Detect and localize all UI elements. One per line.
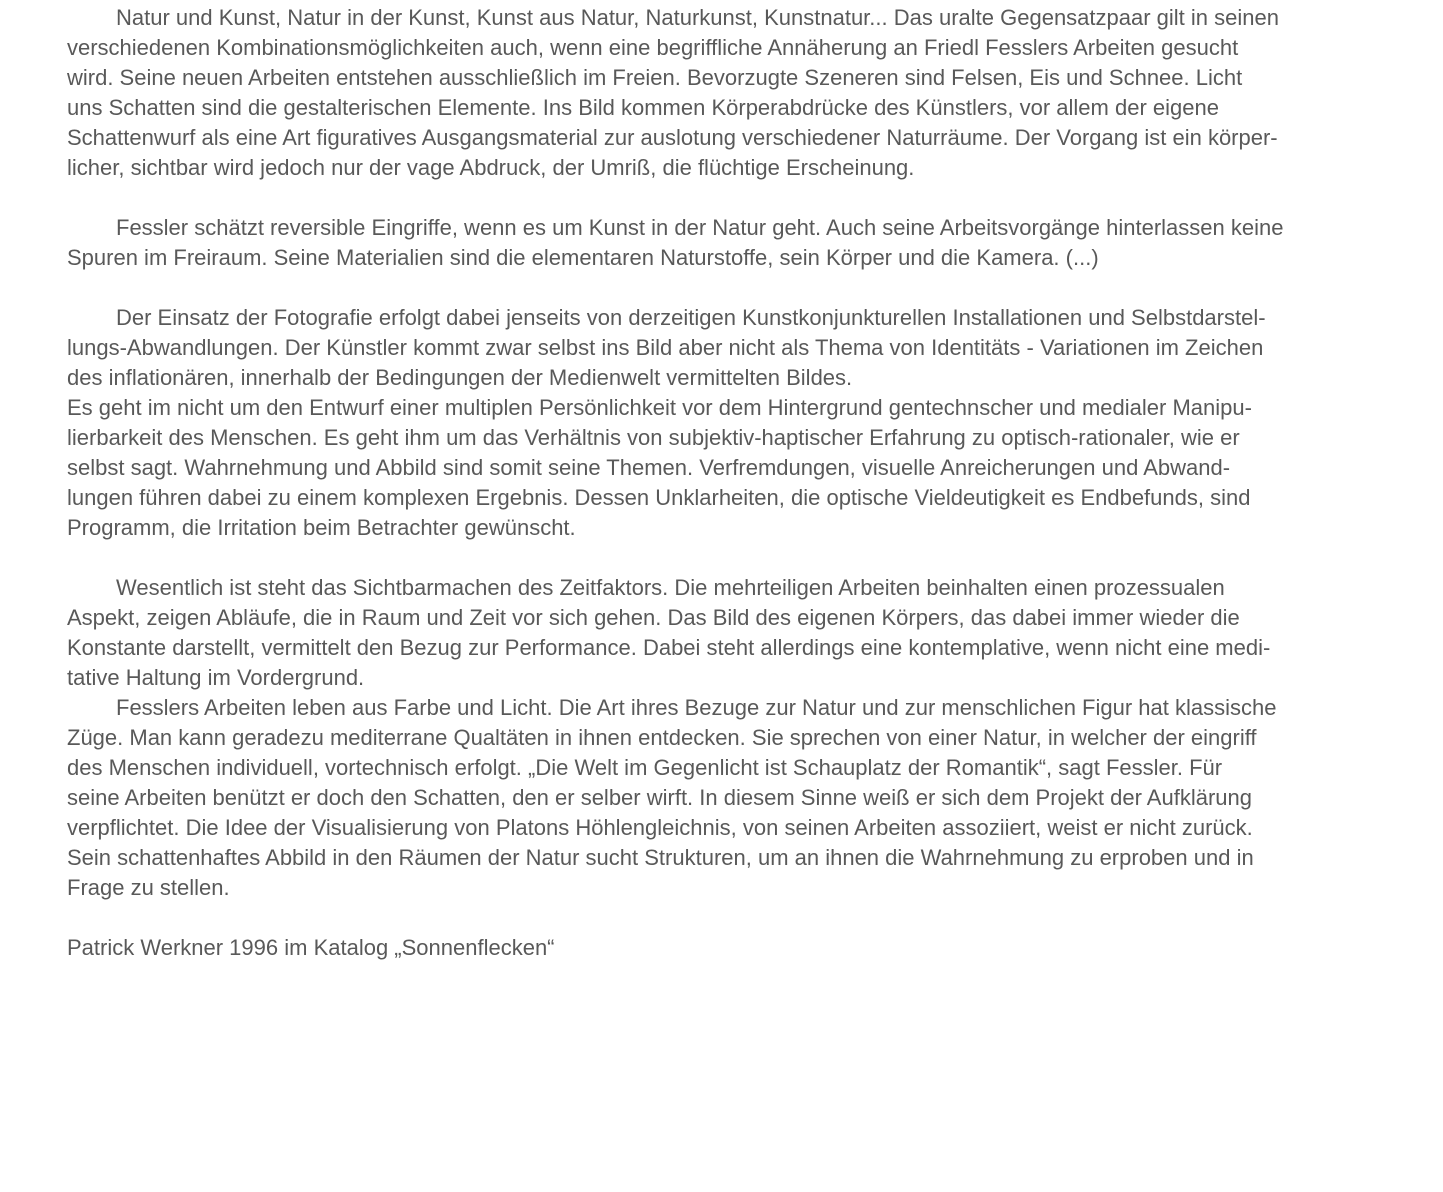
paragraph	[67, 213, 1443, 273]
text-line: Fesslers Arbeiten leben aus Farbe und Licht. Die Art ihres Bezuge zur Natur und zur menschlichen Figur hat klassische	[116, 695, 1277, 720]
text-line: lungen führen dabei zu einem komplexen Ergebnis. Dessen Unklarheiten, die optische Vieldeutigkeit es Endbefunds, sind	[67, 485, 1251, 510]
paragraph-spacer	[67, 183, 1443, 213]
text-line: selbst sagt. Wahrnehmung und Abbild sind somit seine Themen. Verfremdungen, visuelle Anreicherungen und Abwand-	[67, 455, 1231, 480]
text-line: Wesentlich ist steht das Sichtbarmachen des Zeitfaktors. Die mehrteiligen Arbeiten beinhalten einen prozessualen	[116, 575, 1225, 600]
text-line: seine Arbeiten benützt er doch den Schatten, den er selber wirft. In diesem Sinne weiß er sich dem Projekt der Aufklärung	[67, 785, 1252, 810]
paragraph-spacer	[67, 903, 1443, 933]
text-line: Aspekt, zeigen Abläufe, die in Raum und Zeit vor sich gehen. Das Bild des eigenen Körpers, das dabei immer wieder die	[67, 605, 1240, 630]
text-line: Programm, die Irritation beim Betrachter gewünscht.	[67, 515, 576, 540]
text-line: Fessler schätzt reversible Eingriffe, wenn es um Kunst in der Natur geht. Auch seine Arbeitsvorgänge hinterlassen keine	[116, 215, 1284, 240]
document-body	[67, 3, 1443, 963]
text-line: lierbarkeit des Menschen. Es geht ihm um das Verhältnis von subjektiv-haptischer Erfahrung zu optisch-rationaler, wie er	[67, 425, 1240, 450]
text-line: lungs-Abwandlungen. Der Künstler kommt zwar selbst ins Bild aber nicht als Thema von Identitäts - Variationen im Zeichen	[67, 335, 1264, 360]
paragraph	[67, 3, 1443, 183]
text-line: uns Schatten sind die gestalterischen Elemente. Ins Bild kommen Körperabdrücke des Künstlers, vor allem der eigene	[67, 95, 1219, 120]
text-line: Patrick Werkner 1996 im Katalog „Sonnenflecken“	[67, 935, 555, 960]
text-line: verschiedenen Kombinationsmöglichkeiten auch, wenn eine begriffliche Annäherung an Friedl Fesslers Arbeiten gesucht	[67, 35, 1239, 60]
text-line: Sein schattenhaftes Abbild in den Räumen der Natur sucht Strukturen, um an ihnen die Wahrnehmung zu erproben und in	[67, 845, 1254, 870]
text-line: verpflichtet. Die Idee der Visualisierung von Platons Höhlengleichnis, von seinen Arbeiten assoziiert, weist er nicht zurück.	[67, 815, 1253, 840]
paragraph	[67, 573, 1443, 903]
text-line: Züge. Man kann geradezu mediterrane Qualtäten in ihnen entdecken. Sie sprechen von einer Natur, in welcher der eingriff	[67, 725, 1257, 750]
text-line: Der Einsatz der Fotografie erfolgt dabei jenseits von derzeitigen Kunstkonjunkturellen Installationen und Selbstdarstel-	[116, 305, 1266, 330]
text-line: Schattenwurf als eine Art figuratives Ausgangsmaterial zur auslotung verschiedener Naturräume. Der Vorgang ist ein körper-	[67, 125, 1278, 150]
paragraph	[67, 303, 1443, 543]
text-line: Frage zu stellen.	[67, 875, 230, 900]
text-line: tative Haltung im Vordergrund.	[67, 665, 365, 690]
paragraph-spacer	[67, 273, 1443, 303]
text-line: licher, sichtbar wird jedoch nur der vage Abdruck, der Umriß, die flüchtige Erscheinung.	[67, 155, 915, 180]
paragraph-spacer	[67, 543, 1443, 573]
text-line: Es geht im nicht um den Entwurf einer multiplen Persönlichkeit vor dem Hintergrund gentechnscher und medialer Manipu-	[67, 395, 1252, 420]
citation	[67, 933, 1443, 963]
text-line: Spuren im Freiraum. Seine Materialien sind die elementaren Naturstoffe, sein Körper und die Kamera. (...)	[67, 245, 1099, 270]
text-line: wird. Seine neuen Arbeiten entstehen ausschließlich im Freien. Bevorzugte Szeneren sind Felsen, Eis und Schnee. Licht	[67, 65, 1243, 90]
text-line: des Menschen individuell, vortechnisch erfolgt. „Die Welt im Gegenlicht ist Schauplatz der Romantik“, sagt Fessler. Für	[67, 755, 1223, 780]
text-line: des inflationären, innerhalb der Bedingungen der Medienwelt vermittelten Bildes.	[67, 365, 853, 390]
text-line: Natur und Kunst, Natur in der Kunst, Kunst aus Natur, Naturkunst, Kunstnatur... Das uralte Gegensatzpaar gilt in seinen	[116, 5, 1279, 30]
text-line: Konstante darstellt, vermittelt den Bezug zur Performance. Dabei steht allerdings eine kontemplative, wenn nicht eine medi-	[67, 635, 1271, 660]
